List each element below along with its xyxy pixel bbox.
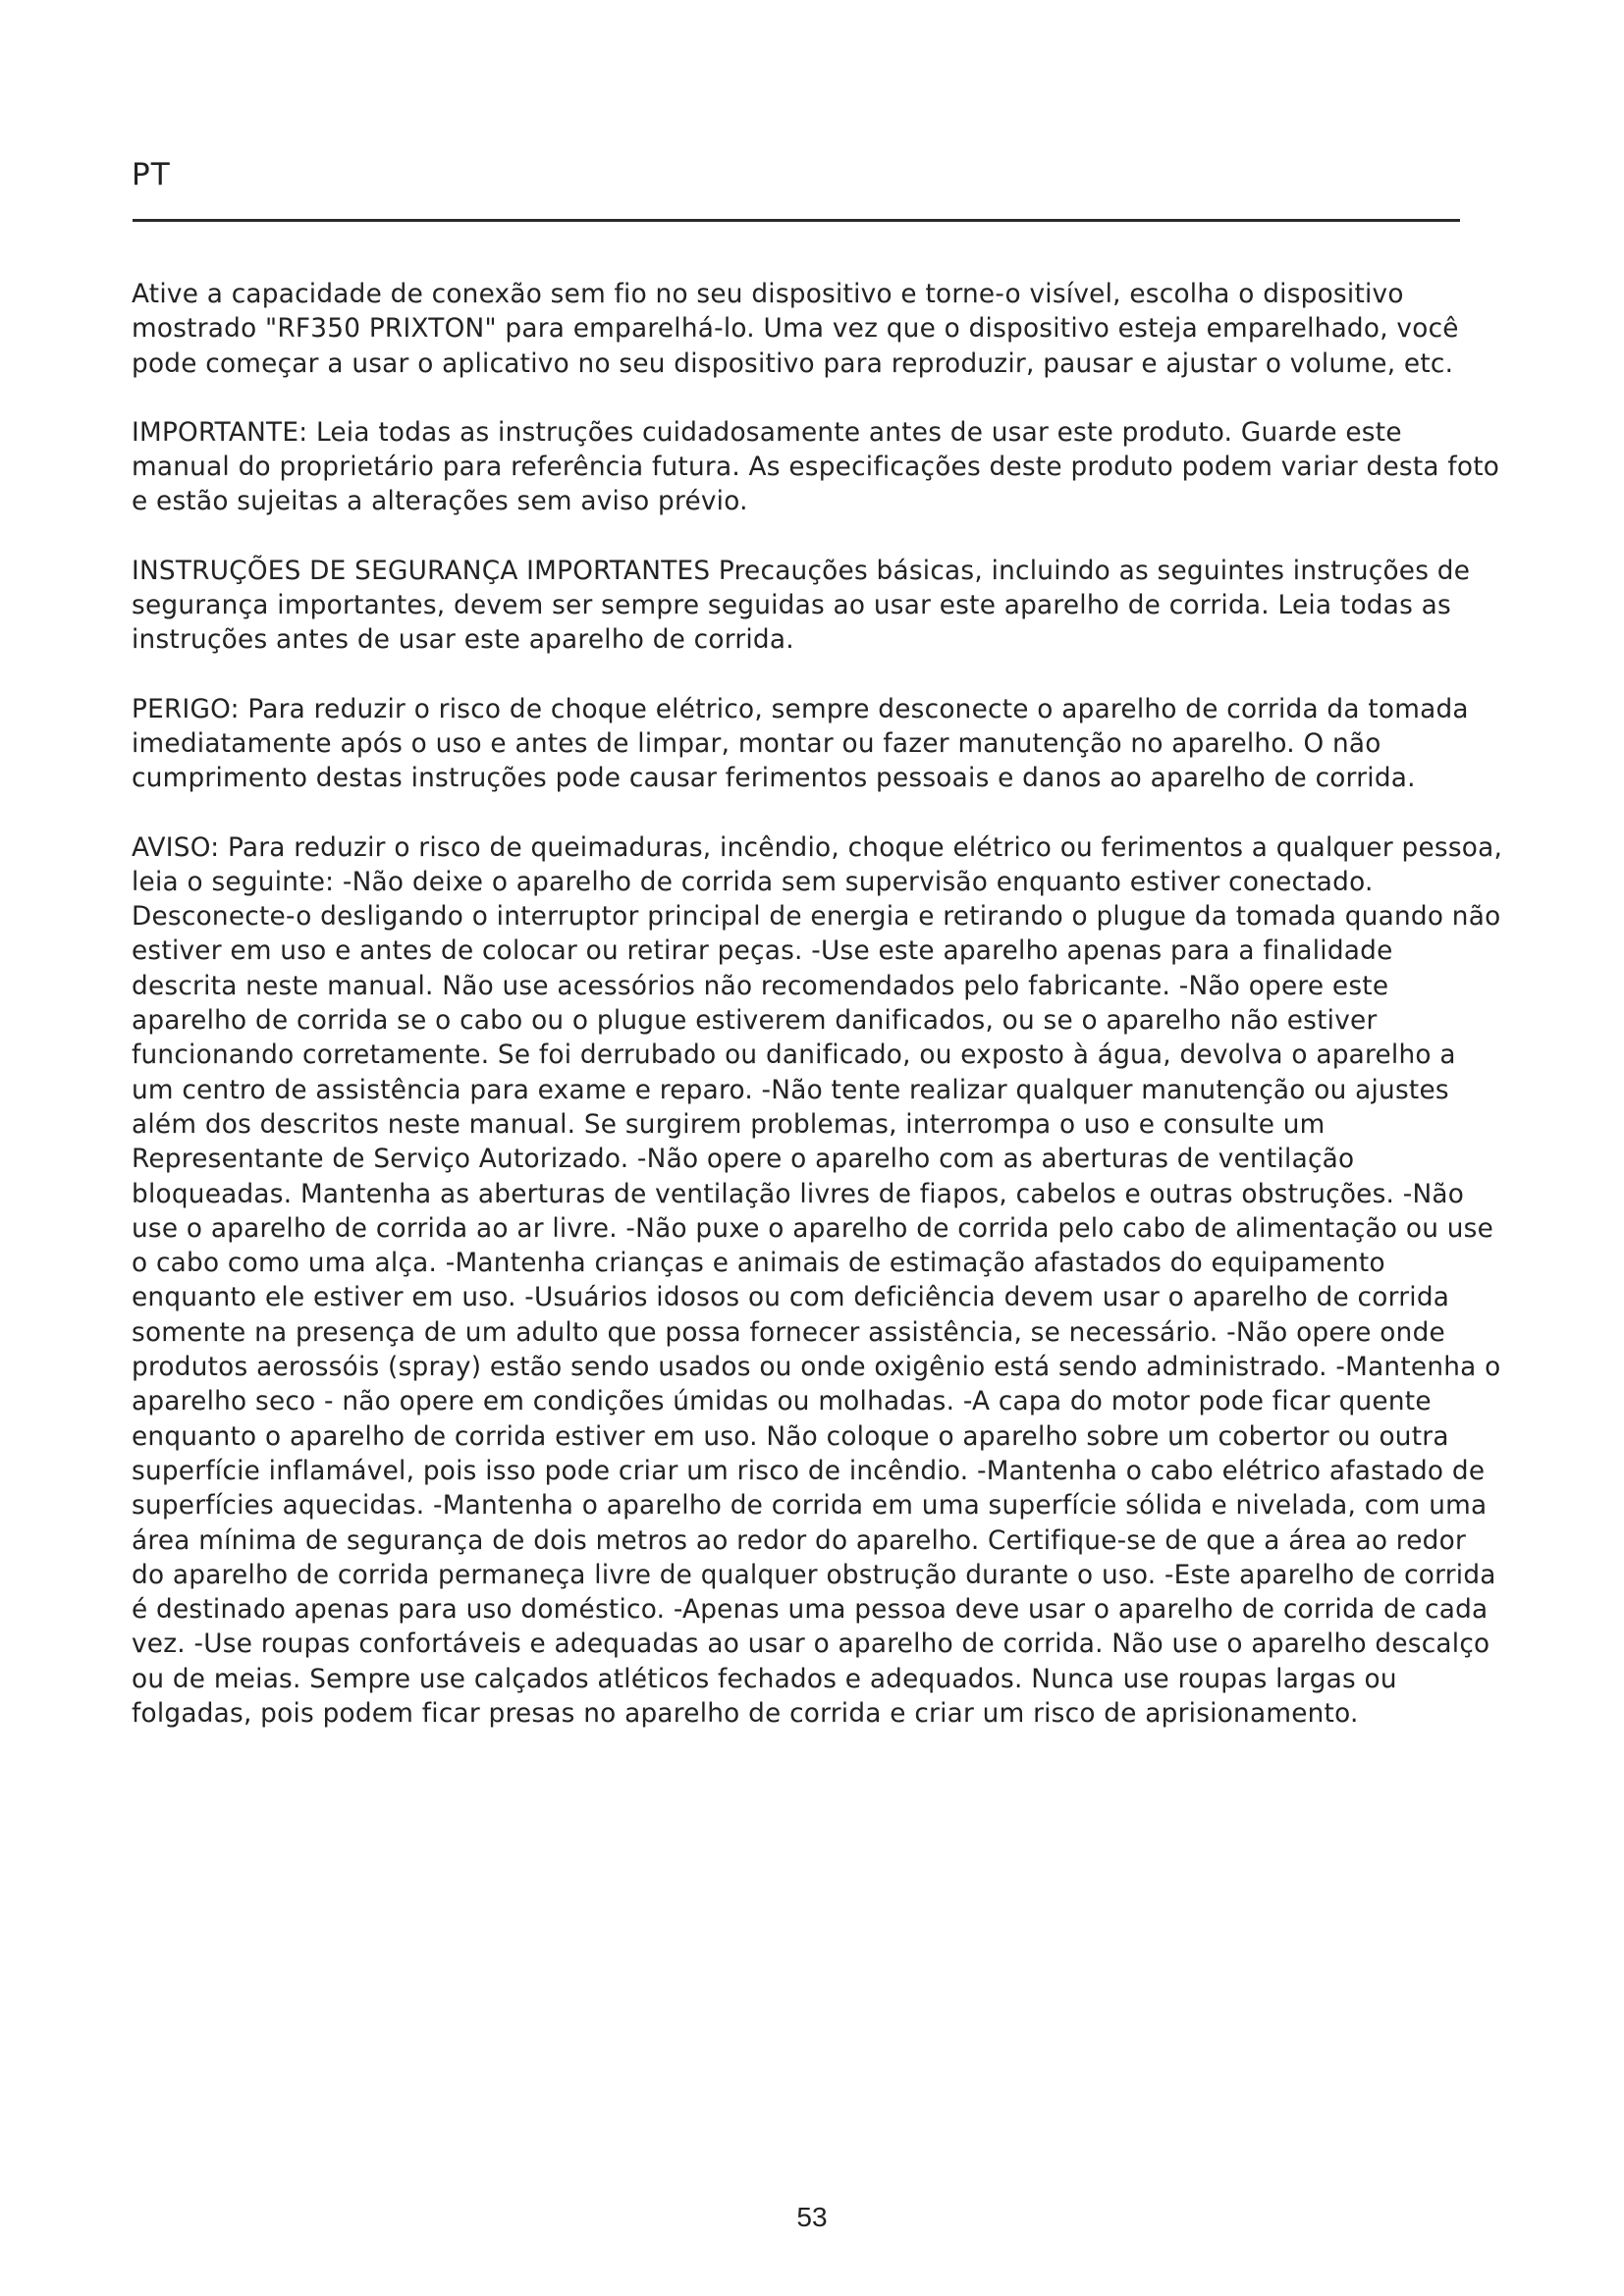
page-number: 53 (796, 2202, 828, 2232)
important-paragraph: IMPORTANTE: Leia todas as instruções cuidadosamente antes de usar este produto. Guarde este manual do proprietário para referência futura. As especificações deste produto podem variar desta foto e estão sujeitas a alterações sem aviso prévio. (132, 417, 1500, 517)
language-code: PT (132, 157, 171, 192)
warning-paragraph: AVISO: Para reduzir o risco de queimaduras, incêndio, choque elétrico ou ferimentos a qualquer pessoa, leia o seguinte: -Não deixe o aparelho de corrida sem supervisão enquanto estiver conectado. Desconecte-o desligando o interruptor principal de energia e retirando o plugue da tomada quando não estiver em uso e antes de colocar ou retirar peças. -Use este aparelho apenas para a finalidade descrita neste manual. Não use acessórios não recomendados pelo fabricante. -Não opere este aparelho de corrida se o cabo ou o plugue estiverem danificados, ou se o aparelho não estiver funcionando corretamente. Se foi derrubado ou danificado, ou exposto à água, devolva o aparelho a um centro de assistência para exame e reparo. -Não tente realizar qualquer manutenção ou ajustes além dos descritos neste manual. Se surgirem problemas, interrompa o uso e consulte um Representante de Serviço Autorizado. -Não opere o aparelho com as aberturas de ventilação bloqueadas. Mantenha as aberturas de ventilação livres de fiapos, cabelos e outras obstruções. -Não use o aparelho de corrida ao ar livre. -Não puxe o aparelho de corrida pelo cabo de alimentação ou use o cabo como uma alça. -Mantenha crianças e animais de estimação afastados do equipamento enquanto ele estiver em uso. -Usuários idosos ou com deficiência devem usar o aparelho de corrida somente na presença de um adulto que possa fornecer assistência, se necessário. -Não opere onde produtos aerossóis (spray) estão sendo usados ou onde oxigênio está sendo administrado. -Mantenha o aparelho seco - não opere em condições úmidas ou molhadas. -A capa do motor pode ficar quente enquanto o aparelho de corrida estiver em uso. Não coloque o aparelho sobre um cobertor ou outra superfície inflamável, pois isso pode criar um risco de incêndio. -Mantenha o cabo elétrico afastado de superfícies aquecidas. -Mantenha o aparelho de corrida em uma superfície sólida e nivelada, com uma área mínima de segurança de dois metros ao redor do aparelho. Certifique-se de que a área ao redor do aparelho de corrida permaneça livre de qualquer obstrução durante o uso. -Este aparelho de corrida é destinado apenas para uso doméstico. -Apenas uma pessoa deve usar o aparelho de corrida de cada vez. -Use roupas confortáveis e adequadas ao usar o aparelho de corrida. Não use o aparelho descalço ou de meias. Sempre use calçados atléticos fechados e adequados. Nunca use roupas largas ou folgadas, pois podem ficar presas no aparelho de corrida e criar um risco de aprisionamento. (132, 832, 1503, 1729)
intro-paragraph: Ative a capacidade de conexão sem fio no seu dispositivo e torne-o visível, escolha o dispositivo mostrado "RF350 PRIXTON" para emparelhá-lo. Uma vez que o dispositivo esteja emparelhado, você pode começar a usar o aplicativo no seu dispositivo para reproduzir, pausar e ajustar o volume, etc. (132, 280, 1459, 379)
safety-instructions-paragraph: INSTRUÇÕES DE SEGURANÇA IMPORTANTES Precauções básicas, incluindo as seguintes instruções de segurança importantes, devem ser sempre seguidas ao usar este aparelho de corrida. Leia todas as instruções antes de usar este aparelho de corrida. (132, 556, 1471, 656)
header-divider (133, 219, 1460, 222)
danger-paragraph: PERIGO: Para reduzir o risco de choque elétrico, sempre desconecte o aparelho de corrida da tomada imediatamente após o uso e antes de limpar, montar ou fazer manutenção no aparelho. O não cumprimento destas instruções pode causar ferimentos pessoais e danos ao aparelho de corrida. (132, 694, 1469, 794)
page-content (132, 278, 1506, 1766)
